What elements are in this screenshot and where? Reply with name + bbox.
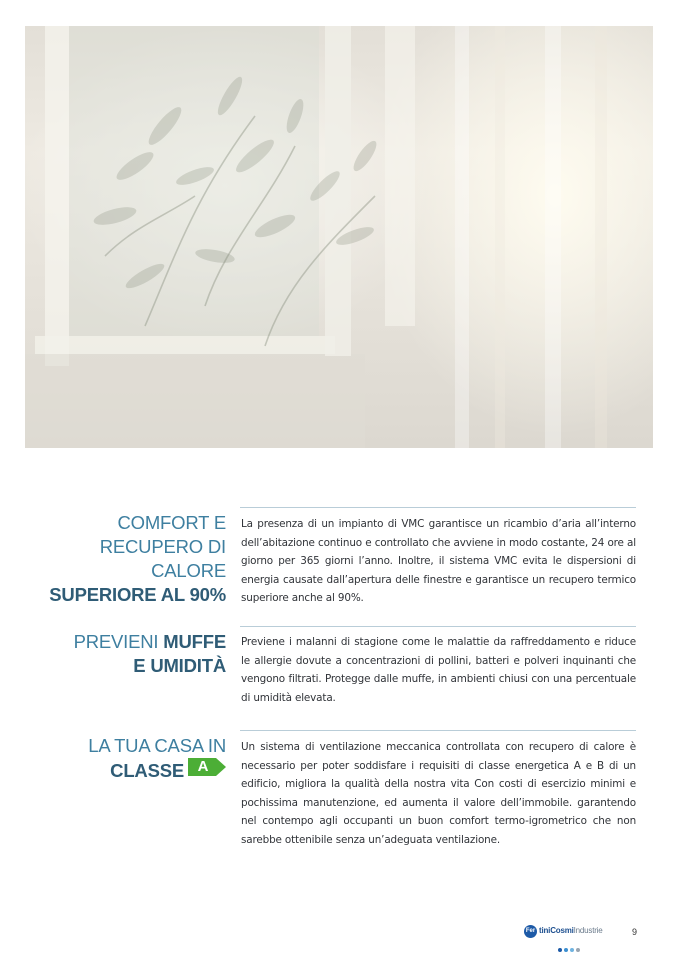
section-paragraph-comfort: La presenza di un impianto di VMC garantisce un ricambio d’aria all’interno dell’abitazione continuo e controllato che avviene in modo costante, 24 ore al giorno per 365 giorni l’anno. Inoltre, il sistema VMC evita le dispersioni di energia causate dall’apertura delle finestre e garantisce un recupero termico superiore anche al 90%. — [241, 518, 636, 605]
logo-wordmark-light: Industrie — [573, 926, 603, 935]
energy-class-letter: A — [197, 758, 209, 775]
hero-photo — [25, 26, 653, 448]
section-divider — [240, 507, 636, 508]
logo-badge: Fer — [524, 925, 537, 938]
section-heading-classe — [20, 734, 226, 783]
heading-line-bold: SUPERIORE AL 90% — [49, 584, 226, 605]
company-logo — [524, 923, 608, 945]
page-number: 9 — [632, 927, 638, 937]
section-paragraph-classe: Un sistema di ventilazione meccanica controllata con recupero di calore è necessario per poter soddisfare i requisiti di classe energetica A e B di un edificio, migliora la qualità della nostra vita Con costi di esercizio minimi e pochissima manutenzione, ed aumenta il valore dell’immobile. garantendo nel contempo agli occupanti un buon comfort termo-igrometrico che non sarebbe ottenibile senza un’adeguata ventilazione. — [241, 741, 636, 846]
heading-text-bold: MUFFE — [163, 631, 226, 652]
heading-line — [20, 630, 226, 654]
heading-text: PREVIENI — [73, 631, 164, 652]
window-plant-illustration — [25, 26, 653, 448]
heading-text-bold: CLASSE — [110, 760, 184, 781]
section-heading-comfort — [20, 511, 226, 607]
energy-class-badge — [188, 758, 226, 776]
heading-line-bold — [20, 758, 226, 783]
section-heading-muffe — [20, 630, 226, 678]
section-paragraph-muffe: Previene i malanni di stagione come le malattie da raffreddamento e riduce le allergie dovute a concentrazioni di pollini, batteri e polveri inquinanti che vengono filtrati. Protegge dalle muffe, in ambienti chiusi con una percentuale di umidità elevata. — [241, 636, 636, 704]
section-divider — [240, 626, 636, 627]
logo-wordmark — [539, 926, 603, 935]
heading-line-bold: E UMIDITÀ — [133, 655, 226, 676]
heading-line: COMFORT E — [117, 512, 226, 533]
logo-dots — [558, 937, 582, 956]
section-divider — [240, 730, 636, 731]
heading-line: LA TUA CASA IN — [88, 735, 226, 756]
heading-line: RECUPERO DI CALORE — [99, 536, 226, 581]
logo-wordmark-bold: tiniCosmi — [539, 926, 574, 935]
